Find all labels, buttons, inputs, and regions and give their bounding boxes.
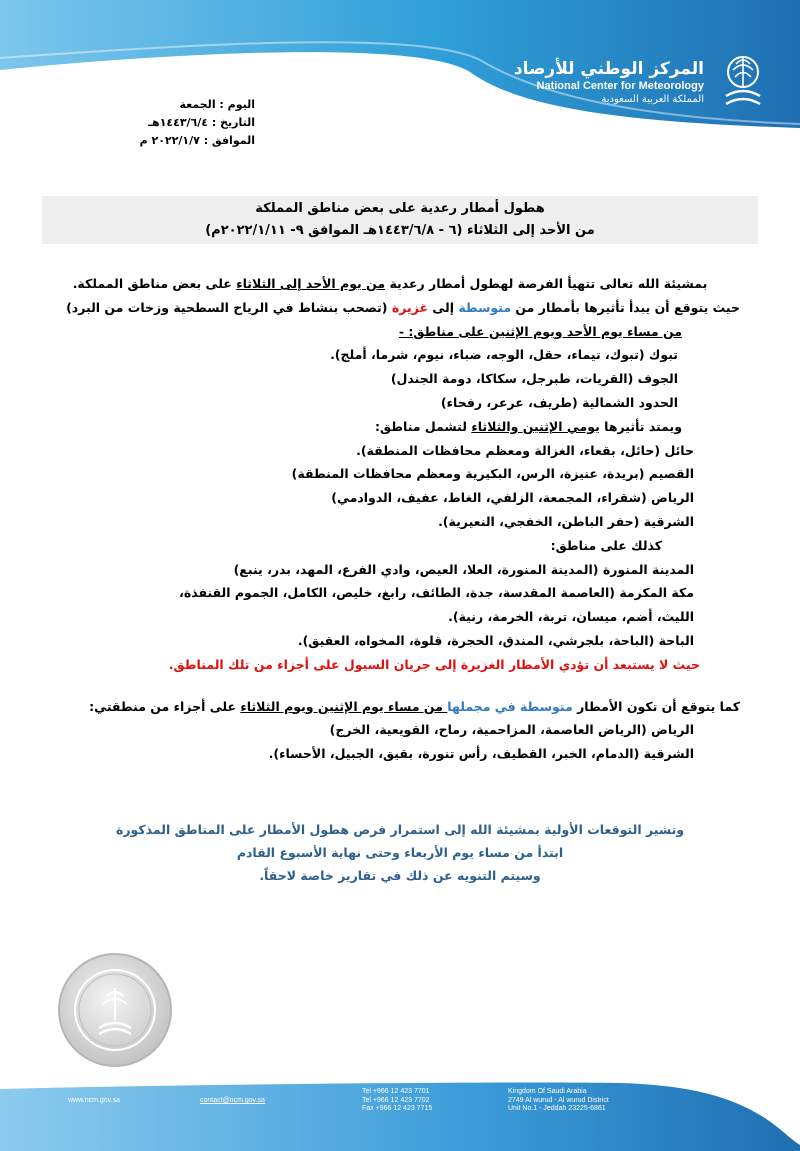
section1-heading: من مساء يوم الأحد ويوم الإثنين على مناطق: - <box>398 323 682 339</box>
footer-contacts <box>362 1088 432 1114</box>
s2-item-0: حائل (حائل، بقعاء، الغزالة ومعظم محافظات المنطقة). <box>356 442 694 458</box>
footer-banner <box>0 1075 800 1151</box>
s3-item-2: الليث، أضم، ميسان، تربة، الخرمة، رنية). <box>448 609 694 625</box>
closing-line-3: وسيتم التنويه عن ذلك في تقارير خاصة لاحقاً. <box>259 868 541 883</box>
moderate-line <box>40 695 740 719</box>
title-line-2: من الأحد إلى الثلاثاء (٦ - ١٤٤٣/٦/٨هـ الموافق ٩- ٢٠٢٢/١/١١م) <box>205 223 595 238</box>
palm-swords-icon <box>716 50 770 116</box>
org-name-ar: المركز الوطني للأرصاد <box>513 59 704 79</box>
section2-text-a: ويمتد تأثيرها <box>599 418 682 434</box>
section2-heading <box>40 415 740 439</box>
intensity-line <box>40 296 740 320</box>
header-banner <box>0 0 800 140</box>
section2-period: يومي الإثنين والثلاثاء <box>471 418 600 434</box>
footer-address-1: Kingdom Of Saudi Arabia <box>508 1088 587 1095</box>
s1-item-0: تبوك (تبوك، تيماء، حقل، الوجه، ضباء، نيوم، شرما، أملج). <box>330 347 678 363</box>
report-title <box>42 196 758 244</box>
closing-line-1: وتشير التوقعات الأولية بمشيئة الله إلى استمرار فرص هطول الأمطار على المناطق المذكورة <box>115 822 685 837</box>
day-line: اليوم : الجمعة <box>179 98 255 111</box>
date-block <box>140 96 255 150</box>
intensity-text-e: (تصحب بنشاط في الرياح السطحية وزخات من البرد) <box>66 299 392 315</box>
intensity-heavy: غزيرة <box>391 299 428 315</box>
s2-item-2: الرياض (شقراء، المجمعة، الزلفي، الغاط، عفيف، الدوادمي) <box>331 490 694 506</box>
footer-address <box>508 1088 609 1114</box>
footer-tel-2: Tel +966 12 423 7702 <box>362 1096 430 1104</box>
footer-tel-1: Tel +966 12 423 7701 <box>362 1088 430 1095</box>
section3-heading: كذلك على مناطق: <box>550 537 662 553</box>
intro-line <box>40 272 740 296</box>
m-item-0: الرياض (الرياض العاصمة، المزاحمية، رماح، القويعية، الخرج) <box>329 722 694 738</box>
s3-item-0: المدينة المنورة (المدينة المنورة، العلا، العيص، وادي الفرع، المهد، بدر، ينبع) <box>233 561 694 577</box>
intensity-text-a: حيث يتوقع أن يبدأ تأثيرها بأمطار من <box>511 299 740 315</box>
moderate-text-a: كما يتوقع أن تكون الأمطار <box>572 698 740 714</box>
footer-fax: Fax +966 12 423 7715 <box>362 1105 433 1112</box>
org-name-en: National Center for Meteorology <box>536 80 704 92</box>
intensity-moderate: متوسطة <box>458 299 512 315</box>
footer-website[interactable]: www.ncm.gov.sa <box>68 1097 120 1104</box>
s2-item-1: القصيم (بريدة، عنيزة، الرس، البكيرية ومعظم محافظات المنطقة) <box>291 466 694 482</box>
footer-address-3: Unit No.1 - Jeddah 23225-6861 <box>508 1105 606 1112</box>
s1-item-2: الحدود الشمالية (طريف، عرعر، رفحاء) <box>440 394 678 410</box>
s3-item-1: مكة المكرمة (العاصمة المقدسة، جدة، الطائف، رابغ، خليص، الكامل، الجموم القنفذة، <box>179 585 694 601</box>
ncm-brand <box>514 48 770 118</box>
hijri-date-line: التاريخ : ١٤٤٣/٦/٤هـ <box>148 116 255 129</box>
footer-email[interactable]: contact@ncm.gov.sa <box>200 1097 265 1104</box>
closing-note <box>100 818 700 887</box>
gregorian-date-line: الموافق : ٢٠٢٢/١/٧ م <box>139 134 255 147</box>
report-body <box>40 272 740 766</box>
official-seal-icon <box>55 950 175 1070</box>
m-item-1: الشرقية (الدمام، الخبر، القطيف، رأس تنورة، بقيق، الجبيل، الأحساء). <box>268 746 694 762</box>
moderate-period: من مساء يوم الإثنين ويوم الثلاثاء <box>240 698 448 714</box>
s3-item-3: الباحة (الباحة، بلجرشي، المندق، الحجرة، قلوة، المخواه، العقيق). <box>297 632 694 648</box>
intro-period: من يوم الأحد إلى الثلاثاء <box>236 276 386 291</box>
closing-line-2: ابتدأ من مساء يوم الأربعاء وحتى نهاية الأسبوع القادم <box>236 845 564 860</box>
moderate-intensity: متوسطة في مجملها <box>447 698 573 714</box>
s2-item-3: الشرقية (حفر الباطن، الخفجي، النعيرية). <box>438 513 694 529</box>
s1-item-1: الجوف (القريات، طبرجل، سكاكا، دومة الجندل) <box>390 371 678 387</box>
flood-warning: حيث لا يستبعد أن تؤدي الأمطار الغزيرة إلى جريان السيول على أجزاء من تلك المناطق. <box>168 656 700 672</box>
moderate-text-d: على أجزاء من منطقتي: <box>89 698 241 714</box>
title-line-1: هطول أمطار رعدية على بعض مناطق المملكة <box>255 201 545 216</box>
org-sub-ar: المملكة العربية السعودية <box>601 94 704 105</box>
footer-address-2: 2749 Al wurud - Al wurud District <box>508 1096 609 1104</box>
intro-text-c: على بعض مناطق المملكة. <box>72 276 237 291</box>
section2-text-c: لتشمل مناطق: <box>374 418 472 434</box>
intensity-text-c: إلى <box>428 299 459 315</box>
intro-text-a: بمشيئة الله تعالى تتهيأ الفرصة لهطول أمطار رعدية <box>385 276 708 291</box>
